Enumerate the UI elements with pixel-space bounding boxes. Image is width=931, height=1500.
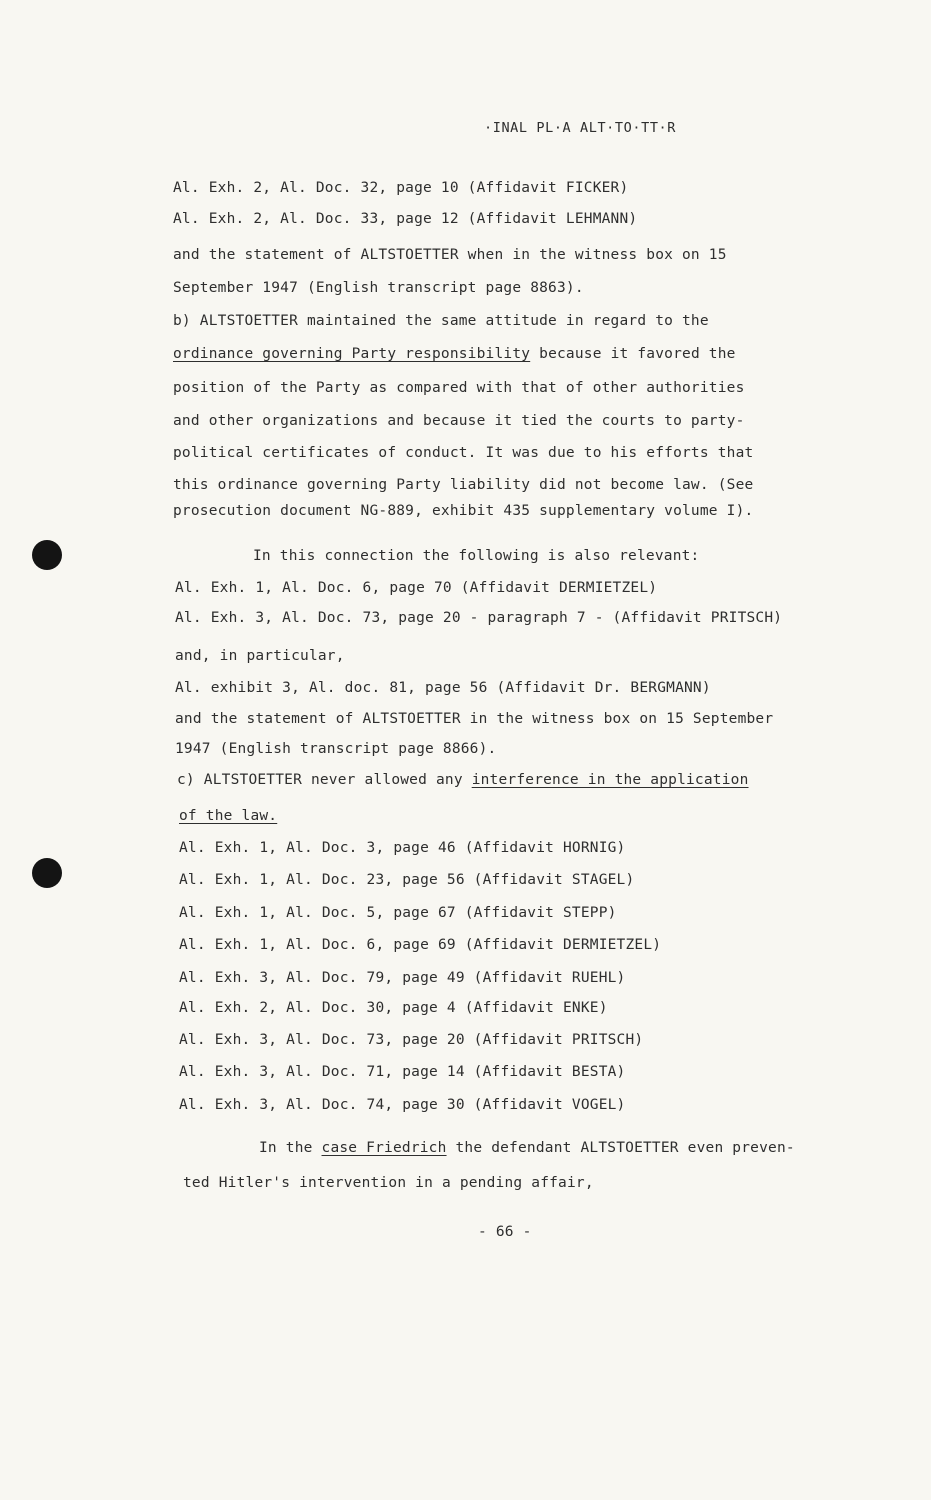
text-line: In this connection the following is also relevant: <box>253 548 700 564</box>
text-line: Al. Exh. 3, Al. Doc. 79, page 49 (Affidavit RUEHL) <box>179 970 626 986</box>
text-line: Al. exhibit 3, Al. doc. 81, page 56 (Affidavit Dr. BERGMANN) <box>175 680 711 696</box>
text-segment: In the <box>259 1140 322 1156</box>
text-line <box>173 346 736 362</box>
underlined-text: interference in the application <box>471 772 749 788</box>
text-line <box>259 1140 795 1156</box>
text-line: Al. Exh. 3, Al. Doc. 73, page 20 - paragraph 7 - (Affidavit PRITSCH) <box>175 610 783 626</box>
underlined-text: of the law. <box>179 808 278 824</box>
text-line: Al. Exh. 2, Al. Doc. 32, page 10 (Affidavit FICKER) <box>173 180 629 196</box>
text-line: Al. Exh. 3, Al. Doc. 73, page 20 (Affidavit PRITSCH) <box>179 1032 644 1048</box>
text-line: position of the Party as compared with that of other authorities <box>173 380 745 396</box>
text-line: Al. Exh. 3, Al. Doc. 74, page 30 (Affidavit VOGEL) <box>179 1097 626 1113</box>
punch-hole-bottom <box>32 858 62 888</box>
underlined-text: ordinance governing Party responsibility <box>173 346 531 362</box>
underlined-text: case Friedrich <box>321 1140 447 1156</box>
text-line: and the statement of ALTSTOETTER when in the witness box on 15 <box>173 247 727 263</box>
text-line: Al. Exh. 3, Al. Doc. 71, page 14 (Affidavit BESTA) <box>179 1064 626 1080</box>
text-line: Al. Exh. 1, Al. Doc. 5, page 67 (Affidavit STEPP) <box>179 905 617 921</box>
page-header: ·INAL PL·A ALT·TO·TT·R <box>484 120 677 136</box>
page-number: - 66 - <box>478 1224 532 1240</box>
text-line: Al. Exh. 2, Al. Doc. 30, page 4 (Affidavit ENKE) <box>179 1000 608 1016</box>
text-line <box>179 808 277 824</box>
text-line <box>177 772 749 788</box>
text-segment: c) ALTSTOETTER never allowed any <box>177 772 472 788</box>
text-line: and other organizations and because it tied the courts to party- <box>173 413 745 429</box>
text-line: ted Hitler's intervention in a pending affair, <box>183 1175 594 1191</box>
text-segment: because it favored the <box>530 346 736 362</box>
text-line: and the statement of ALTSTOETTER in the witness box on 15 September <box>175 711 774 727</box>
text-line: b) ALTSTOETTER maintained the same attitude in regard to the <box>173 313 709 329</box>
text-segment: the defendant ALTSTOETTER even preven- <box>446 1140 795 1156</box>
text-line: Al. Exh. 1, Al. Doc. 6, page 70 (Affidavit DERMIETZEL) <box>175 580 658 596</box>
text-line: and, in particular, <box>175 648 345 664</box>
text-line: this ordinance governing Party liability did not become law. (See <box>173 477 754 493</box>
text-line: Al. Exh. 1, Al. Doc. 3, page 46 (Affidavit HORNIG) <box>179 840 626 856</box>
text-line: Al. Exh. 1, Al. Doc. 23, page 56 (Affidavit STAGEL) <box>179 872 635 888</box>
punch-hole-top <box>32 540 62 570</box>
text-line: prosecution document NG-889, exhibit 435 supplementary volume I). <box>173 503 754 519</box>
text-line: 1947 (English transcript page 8866). <box>175 741 497 757</box>
text-line: Al. Exh. 2, Al. Doc. 33, page 12 (Affidavit LEHMANN) <box>173 211 638 227</box>
text-line: September 1947 (English transcript page 8863). <box>173 280 584 296</box>
text-line: Al. Exh. 1, Al. Doc. 6, page 69 (Affidavit DERMIETZEL) <box>179 937 662 953</box>
text-line: political certificates of conduct. It was due to his efforts that <box>173 445 754 461</box>
